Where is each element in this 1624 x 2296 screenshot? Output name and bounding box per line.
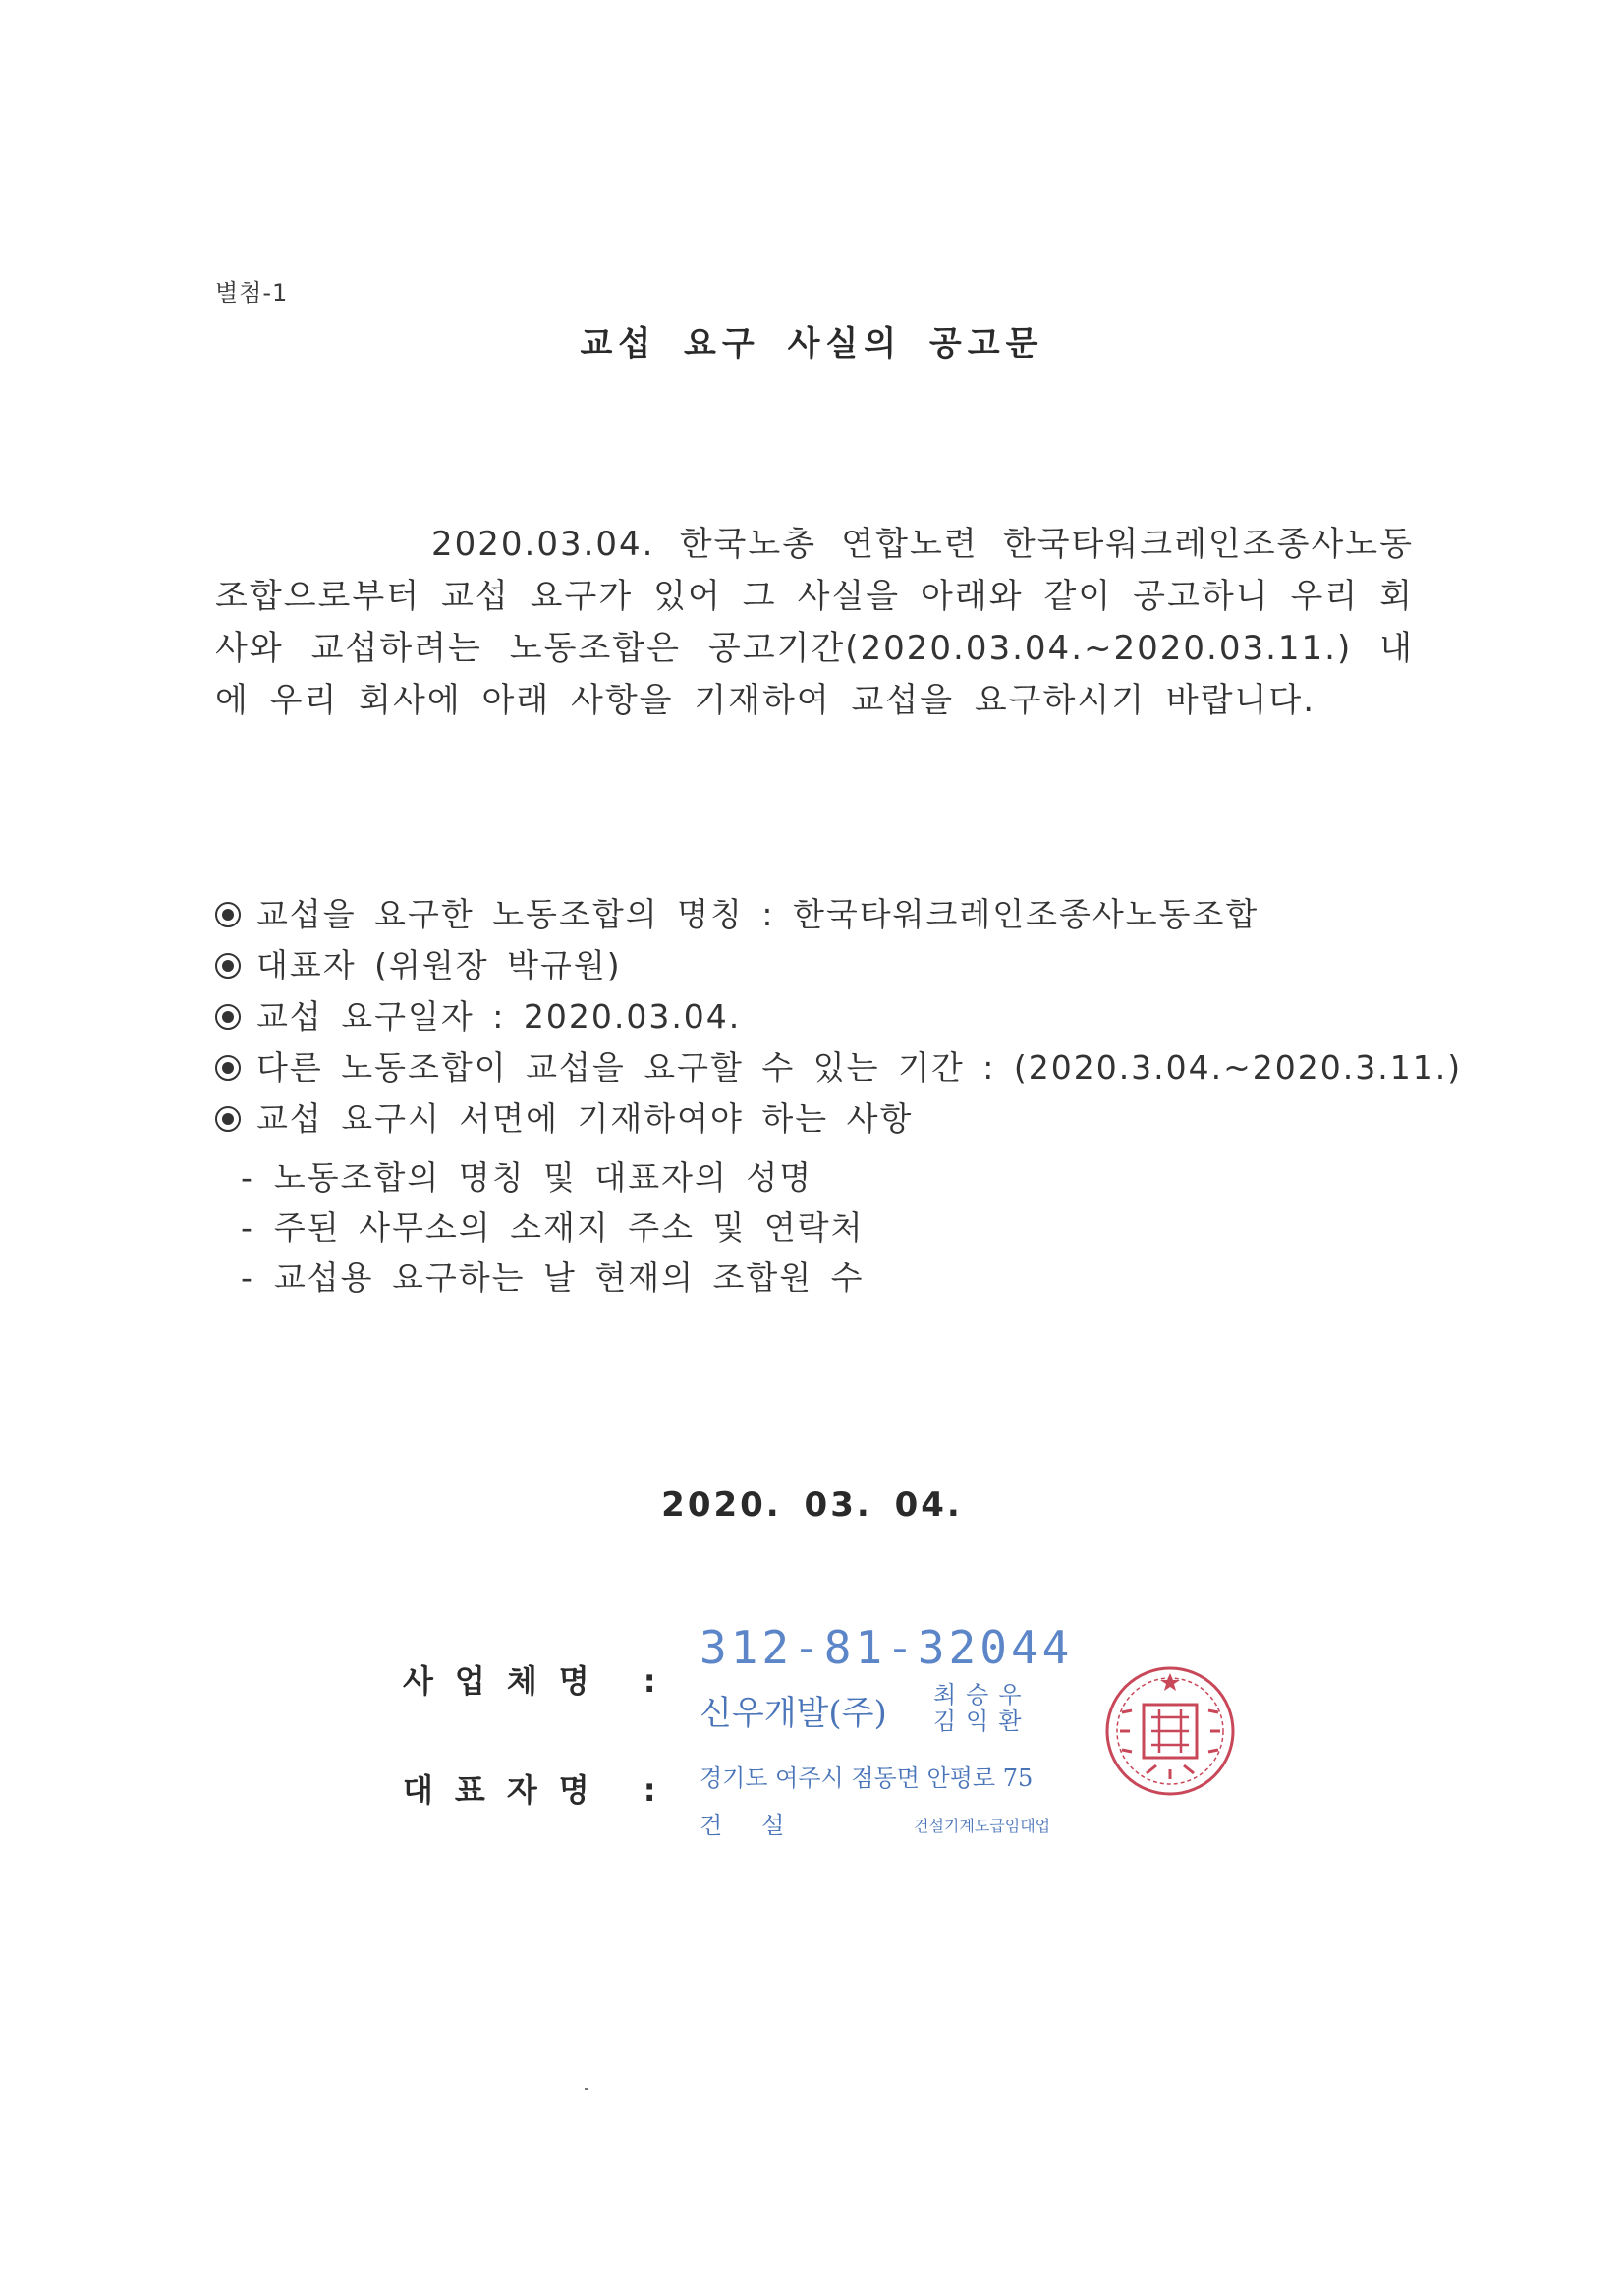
notice-body: 2020.03.04. 한국노총 연합노련 한국타워크레인조종사노동조합으로부터 교섭 요구가 있어 그 사실을 아래와 같이 공고하니 우리 회사와 교섭하려는 노동조합은 공고기간(2020.03.04.~2020.03.11.) 내에 우리 회사에 아래 사항을 기재하여 교섭을 요구하시기 바랍니다. — [215, 525, 1414, 720]
notice-item-text: 대표자 (위원장 박규원) — [256, 946, 622, 984]
stamp-representative-names — [933, 1682, 1032, 1735]
bullet-icon — [215, 1055, 241, 1081]
notice-item — [215, 1093, 1453, 1145]
notice-item-text: 교섭 요구일자 : 2020.03.04. — [256, 997, 742, 1036]
required-field-text: 교섭용 요구하는 날 현재의 조합원 수 — [273, 1259, 865, 1297]
stamp-business-category: 건설기계도급임대업 — [914, 1817, 1051, 1835]
required-field-item — [241, 1253, 865, 1303]
company-stamp — [688, 1621, 1081, 1857]
required-field-text: 노동조합의 명칭 및 대표자의 성명 — [273, 1158, 813, 1197]
notice-item-text: 교섭 요구시 서면에 기재하여야 하는 사항 — [256, 1099, 914, 1138]
required-field-item — [241, 1152, 865, 1203]
notice-item-text: 다른 노동조합이 교섭을 요구할 수 있는 기간 : (2020.3.04.~2020.3.11.) — [256, 1048, 1463, 1087]
bullet-icon — [215, 1106, 241, 1132]
notice-item — [215, 1042, 1463, 1093]
attachment-label: 별첨-1 — [215, 279, 289, 307]
dash-marker: - — [241, 1259, 254, 1297]
required-field-text: 주된 사무소의 소재지 주소 및 연락처 — [273, 1208, 865, 1247]
document-date: 2020. 03. 04. — [661, 1485, 963, 1525]
notice-items — [215, 889, 1463, 1145]
notice-item — [215, 889, 1453, 940]
dash-marker: - — [241, 1158, 254, 1197]
notice-item — [215, 991, 1453, 1042]
stamp-name: 김익환 — [933, 1708, 1032, 1735]
registration-number: 312-81-32044 — [700, 1621, 1074, 1674]
stamp-business-type: 건설 — [700, 1812, 824, 1839]
representative-name-label: 대표자명 : — [403, 1771, 678, 1809]
stamp-address: 경기도 여주시 점동면 안평로 75 — [700, 1764, 1034, 1792]
scan-speck — [585, 2088, 588, 2090]
bullet-icon — [215, 1004, 241, 1030]
required-field-item — [241, 1203, 865, 1253]
bullet-icon — [215, 902, 241, 927]
document-title: 교섭 요구 사실의 공고문 — [580, 324, 1044, 364]
dash-marker: - — [241, 1208, 254, 1247]
company-seal-icon — [1102, 1663, 1238, 1799]
business-name-label: 사업체명 : — [403, 1662, 678, 1700]
notice-item-text: 교섭을 요구한 노동조합의 명칭 : 한국타워크레인조종사노동조합 — [256, 895, 1260, 933]
required-fields-list — [241, 1152, 865, 1303]
stamp-name: 최승우 — [933, 1681, 1032, 1708]
bullet-icon — [215, 953, 241, 979]
stamp-company-name: 신우개발(주) — [700, 1694, 887, 1733]
notice-item — [215, 940, 1453, 991]
